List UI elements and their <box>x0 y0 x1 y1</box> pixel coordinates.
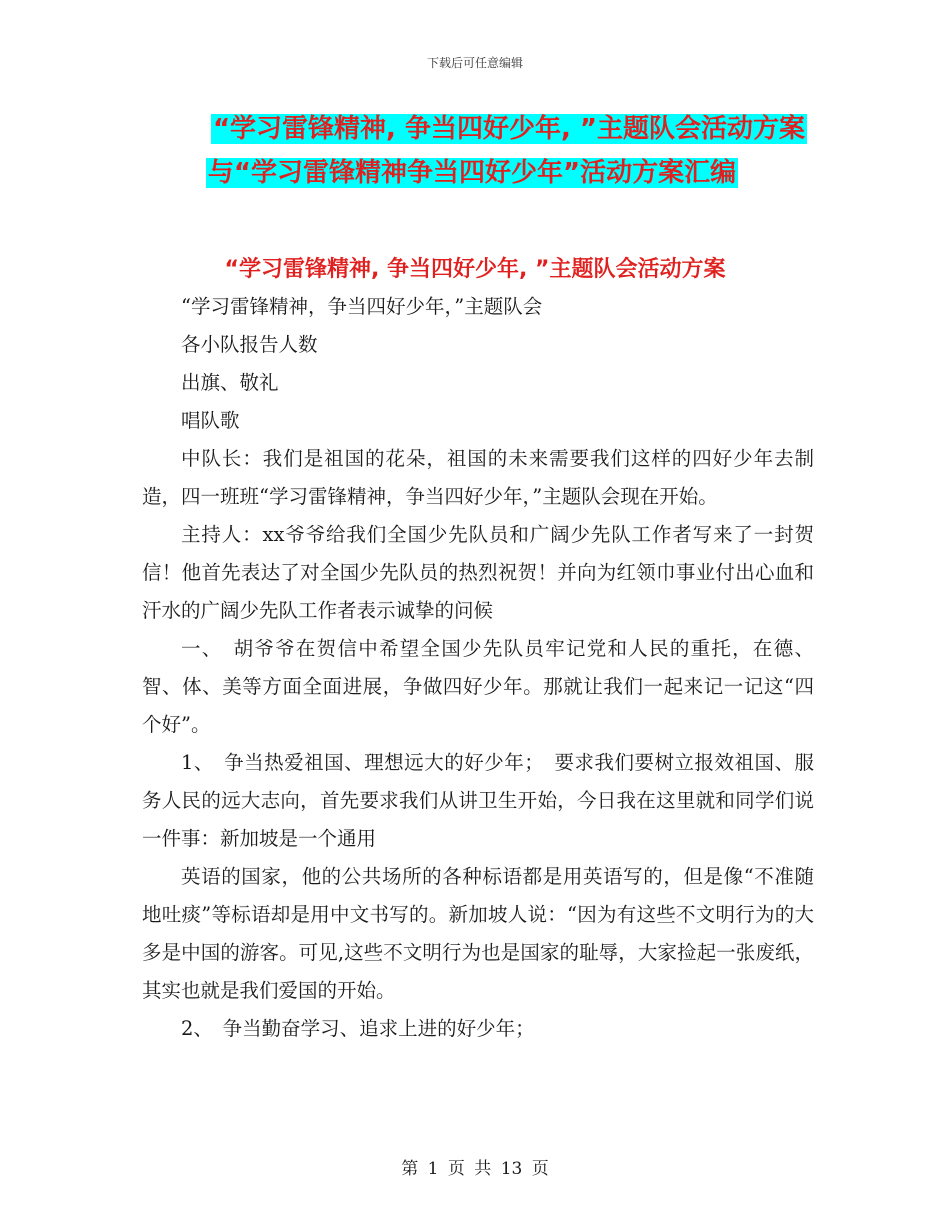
paragraph: 出旗、敬礼 <box>181 371 279 394</box>
document-title-line-2-text: 与“学习雷锋精神争当四好少年”活动方案汇编 <box>207 158 737 188</box>
page-header-note: 下载后可任意编辑 <box>426 56 523 70</box>
document-title-line-1-text: “学习雷锋精神, 争当四好少年, ”主题队会活动方案 <box>212 114 806 144</box>
paragraph: 1、 争当热爱祖国、理想远大的好少年； 要求我们要树立报效祖国、服务人民的远大志向，首先要求我们从讲卫生开始，今日我在这里就和同学们说一件事：新加坡是一个通用 <box>142 751 814 850</box>
paragraph: 各小队报告人数 <box>181 333 318 356</box>
page-number: 第 1 页 共 13 页 <box>401 1159 549 1179</box>
paragraph: 英语的国家，他的公共场所的各种标语都是用英语写的，但是像“不准随地吐痰”等标语却是用中文书写的。新加坡人说：“因为有这些不文明行为的大多是中国的游客。可见,这些不文明行为也是国家的耻辱，大家捡起一张废纸，其实也就是我们爱国的开始。 <box>142 865 814 1002</box>
document-body <box>142 288 814 1048</box>
paragraph: “学习雷锋精神，争当四好少年，”主题队会 <box>181 295 543 318</box>
paragraph: 主持人：xx爷爷给我们全国少先队员和广阔少先队工作者写来了一封贺信！他首先表达了对全国少先队员的热烈祝贺！并向为红领巾事业付出心血和汗水的广阔少先队工作者表示诚挚的问候 <box>142 523 814 622</box>
section-title: “学习雷锋精神, 争当四好少年, ”主题队会活动方案 <box>224 257 726 282</box>
paragraph: 2、 争当勤奋学习、追求上进的好少年； <box>181 1017 535 1040</box>
document-title-line-2 <box>0 154 947 192</box>
paragraph: 一、 胡爷爷在贺信中希望全国少先队员牢记党和人民的重托，在德、智、体、美等方面全面进展，争做四好少年。那就让我们一起来记一记这“四个好”。 <box>142 637 814 736</box>
document-title-line-1 <box>34 110 950 148</box>
paragraph: 唱队歌 <box>181 409 240 432</box>
paragraph: 中队长：我们是祖国的花朵，祖国的未来需要我们这样的四好少年去制造，四一班班“学习雷锋精神，争当四好少年，”主题队会现在开始。 <box>142 447 814 508</box>
